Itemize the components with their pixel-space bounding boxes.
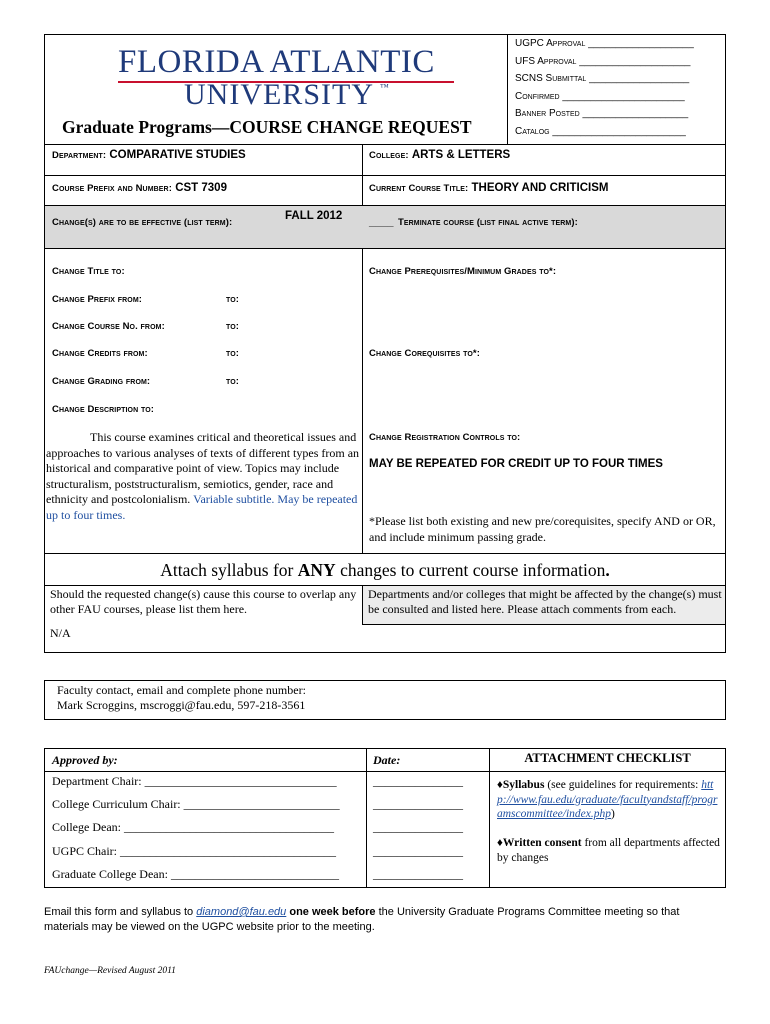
college-value: ARTS & LETTERS — [411, 149, 511, 161]
sig-graduate-college-dean[interactable]: Graduate College Dean: ____________________________ — [52, 867, 339, 881]
approval-ufs: UFS Approval ____________________ — [515, 55, 691, 67]
sig-college-curriculum-chair[interactable]: College Curriculum Chair: __________________________ — [52, 797, 340, 811]
email-link[interactable]: diamond@fau.edu — [196, 906, 287, 918]
overlap-question: Should the requested change(s) cause this course to overlap any other FAU courses, please list them here. — [50, 587, 357, 616]
fau-logo — [118, 44, 458, 110]
attach-syllabus-banner — [44, 560, 726, 581]
date-college-curriculum-chair[interactable]: _______________ — [373, 797, 463, 811]
sig-ugpc-chair[interactable]: UGPC Chair: ____________________________________ — [52, 844, 337, 858]
change-prereq-label: Change Prerequisites/Minimum Grades to*: — [369, 266, 557, 277]
banner-dot: . — [605, 560, 610, 580]
diamond-bullet-icon: ♦ — [497, 779, 503, 791]
department-field — [52, 149, 246, 161]
center-divider-mid — [362, 248, 363, 553]
approval-list — [515, 38, 721, 143]
approval-header-line — [44, 771, 726, 772]
prefix-number-field — [52, 182, 227, 194]
contact-value: Mark Scroggins, mscroggi@fau.edu, 597-218-3561 — [57, 698, 306, 712]
email-note-pre: Email this form and syllabus to — [44, 906, 197, 918]
change-course-no-to: to: — [226, 321, 240, 332]
date-header: Date: — [373, 753, 401, 767]
current-title-label: Current Course Title: — [369, 183, 469, 194]
logo-line2: UNIVERSITY — [184, 78, 374, 111]
change-description-label: Change Description to: — [52, 404, 155, 415]
description-text: This course examines critical and theoretical issues and approaches to various analyses of texts of different types from an historical and comparative point of view. Topics may include structuralism, poststructuralism, semiotics, gender, race and ethnicity and postcolonialism. — [46, 430, 360, 506]
header-divider — [44, 144, 726, 145]
description-text-block — [46, 430, 362, 523]
change-title-label: Change Title to: — [52, 266, 125, 277]
terminate-label: Terminate course (list final active term): — [397, 217, 578, 228]
prereq-footnote: *Please list both existing and new pre/corequisites, specify AND or OR, and include minimum passing grade. — [369, 514, 716, 544]
approval-ugpc: UGPC Approval ___________________ — [515, 38, 694, 49]
approval-col-divider-1 — [366, 748, 367, 888]
row-divider-3 — [44, 248, 726, 249]
change-credits-to: to: — [226, 348, 240, 359]
row-divider-1 — [44, 175, 726, 176]
current-title-value: THEORY AND CRITICISM — [471, 182, 609, 194]
checklist-header: ATTACHMENT CHECKLIST — [524, 751, 691, 765]
checklist-syllabus-bold: Syllabus — [502, 779, 545, 791]
email-note-bold: one week before — [286, 906, 376, 918]
effective-value: FALL 2012 — [285, 210, 343, 222]
change-prefix-to: to: — [226, 294, 240, 305]
checklist-consent-text: from all departments affected by changes — [497, 837, 720, 864]
approval-confirmed: Confirmed ______________________ — [515, 90, 685, 102]
college-label: College: — [369, 150, 409, 161]
checklist-syllabus — [497, 778, 723, 822]
overlap-answer: N/A — [50, 626, 71, 640]
approval-divider — [507, 34, 508, 145]
email-note — [44, 905, 724, 935]
change-grading-label: Change Grading from: — [52, 376, 151, 387]
sig-college-dean[interactable]: College Dean: ___________________________________ — [52, 820, 334, 834]
prefix-number-label: Course Prefix and Number: — [52, 183, 172, 194]
date-college-dean[interactable]: _______________ — [373, 820, 463, 834]
revision-footer: FAUchange—Revised August 2011 — [44, 966, 176, 976]
approval-banner: Banner Posted ___________________ — [515, 108, 689, 119]
department-label: Department: — [52, 150, 107, 161]
approval-scns: SCNS Submittal __________________ — [515, 73, 690, 84]
terminate-blank: ____ — [369, 216, 394, 228]
banner-emph: ANY — [297, 560, 336, 580]
approval-catalog: Catalog ________________________ — [515, 125, 686, 137]
contact-label: Faculty contact, email and complete phone number: — [57, 683, 306, 697]
effective-label: Change(s) are to be effective (list term): — [52, 217, 233, 228]
email-note-post: the University Graduate Programs Committee meeting so that materials may be viewed on the UGPC website prior to the meeting. — [44, 906, 680, 933]
overlap-top-line — [44, 585, 726, 586]
sig-department-chair[interactable]: Department Chair: ________________________________ — [52, 774, 337, 788]
description-variable: Variable subtitle. May be repeated up to four times. — [46, 492, 358, 522]
logo-line1: FLORIDA ATLANTIC — [118, 44, 435, 80]
current-title-field — [369, 182, 608, 194]
approval-col-divider-2 — [489, 748, 490, 888]
checklist-consent — [497, 836, 723, 866]
date-ugpc-chair[interactable]: _______________ — [373, 844, 463, 858]
banner-pre: Attach syllabus for — [160, 560, 298, 580]
approved-by-header: Approved by: — [52, 753, 118, 767]
change-coreq-label: Change Corequisites to*: — [369, 348, 480, 359]
change-credits-label: Change Credits from: — [52, 348, 148, 359]
logo-tm: ™ — [380, 82, 389, 92]
college-field — [369, 149, 510, 161]
change-course-no-label: Change Course No. from: — [52, 321, 165, 332]
checklist-syllabus-text: (see guidelines for requirements: — [544, 779, 702, 791]
change-grading-to: to: — [226, 376, 240, 387]
banner-post: changes to current course information — [335, 560, 606, 580]
form-title: Graduate Programs—COURSE CHANGE REQUEST — [62, 117, 472, 137]
syllabus-guidelines-link[interactable]: http://www.fau.edu/graduate/facultyandstaff/programscommittee/index.php — [497, 779, 718, 820]
prefix-number-value: CST 7309 — [175, 182, 227, 194]
date-department-chair[interactable]: _______________ — [373, 774, 463, 788]
checklist-consent-bold: Written consent — [502, 837, 582, 849]
date-graduate-college-dean[interactable]: _______________ — [373, 867, 463, 881]
checklist-syllabus-close: ) — [611, 808, 615, 820]
overlap-right-bottom — [362, 624, 726, 625]
effective-field — [52, 212, 232, 230]
overlap-divider — [362, 585, 363, 625]
department-value: COMPARATIVE STUDIES — [109, 149, 246, 161]
terminate-field — [369, 212, 578, 230]
change-prefix-label: Change Prefix from: — [52, 294, 143, 305]
change-reg-controls-label: Change Registration Controls to: — [369, 432, 521, 443]
departments-note: Departments and/or colleges that might be affected by the change(s) must be consulted and listed here. Please attach comments from each. — [368, 587, 722, 616]
diamond-bullet-icon: ♦ — [497, 837, 503, 849]
banner-top-line — [44, 553, 726, 554]
reg-controls-value: MAY BE REPEATED FOR CREDIT UP TO FOUR TIMES — [369, 458, 663, 470]
